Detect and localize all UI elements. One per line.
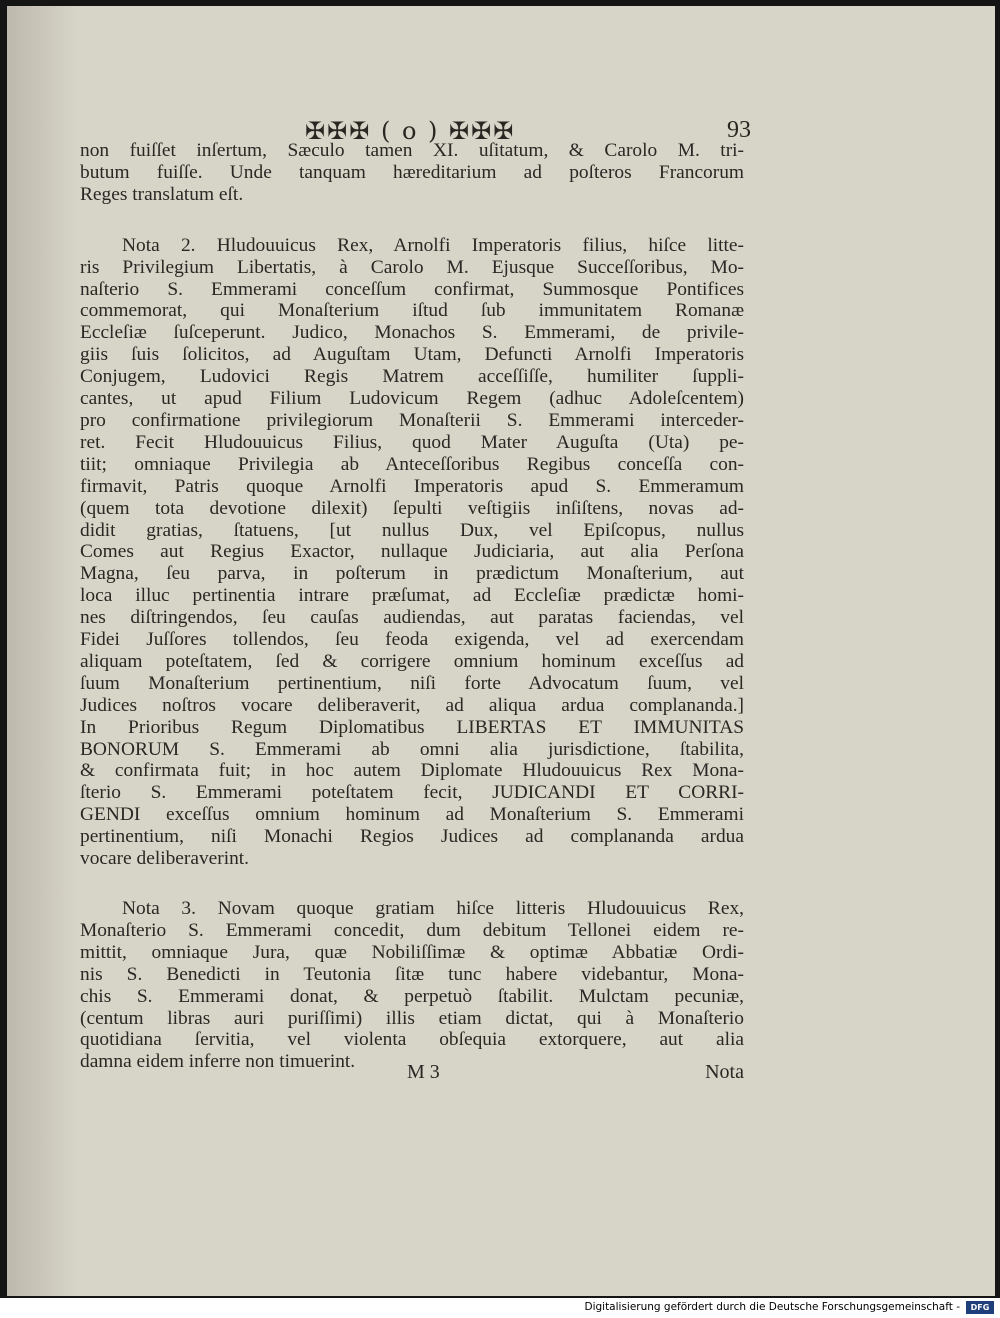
text-line: Monaſterio S. Emmerami concedit, dum debitum Tellonei eidem re-: [80, 919, 744, 941]
page-gutter-shade: [7, 6, 77, 1296]
text-line: commemorat, qui Monaſterium iſtud ſub immunitatem Romanæ: [80, 300, 744, 322]
text-line: Fidei Juſſores tollendos, ſeu feoda exigenda, vel ad exercendam: [80, 629, 744, 651]
text-line: (quem tota devotione dilexit) ſepulti veſtigiis inſiſtens, novas ad-: [80, 497, 744, 519]
text-line: vocare deliberaverint.: [80, 848, 250, 870]
paragraph-2: [80, 235, 744, 870]
text-line: giis ſuis ſolicitos, ad Auguſtam Utam, Defuncti Arnolfi Imperatoris: [80, 344, 744, 366]
text-line: cantes, ut apud Filium Ludovicum Regem (adhuc Adoleſcentem): [80, 388, 744, 410]
text-line: (centum libras auri puriſſimi) illis etiam dictat, qui à Monaſterio: [80, 1007, 744, 1029]
text-line: loca illuc pertinentia intrare præſumat, ad Eccleſiæ prædictæ homi-: [80, 585, 744, 607]
text-line: Reges translatum eſt.: [80, 183, 244, 205]
dfg-logo-icon: DFG: [966, 1301, 994, 1314]
credit-text: Digitalisierung gefördert durch die Deutsche Forschungsgemeinschaft -: [584, 1301, 960, 1313]
text-line: quotidiana ſervitia, vel violenta obſequia extorquere, aut alia: [80, 1029, 744, 1051]
text-line: In Prioribus Regum Diplomatibus LIBERTAS ET IMMUNITAS: [80, 716, 744, 738]
text-line: naſterio S. Emmerami conceſſum confirmat, Summosque Pontifices: [80, 278, 744, 300]
text-line: ret. Fecit Hludouuicus Filius, quod Mater Auguſta (Uta) pe-: [80, 431, 744, 453]
paragraph-1: [80, 140, 744, 206]
text-line: damna eidem inferre non timuerint.: [80, 1051, 356, 1073]
text-line: mittit, omniaque Jura, quæ Nobiliſſimæ & optimæ Abbatiæ Ordi-: [80, 941, 744, 963]
text-line: firmavit, Patris quoque Arnolfi Imperatoris apud S. Emmeramum: [80, 475, 744, 497]
text-line: GENDI exceſſus omnium hominum ad Monaſterium S. Emmerami: [80, 804, 744, 826]
credit-bar: [0, 1298, 1000, 1318]
paragraph-3: [80, 898, 744, 1073]
text-line: Judices noſtros vocare deliberaverit, ad aliqua ardua complananda.]: [80, 694, 744, 716]
text-line: pro confirmatione privilegiorum Monaſterii S. Emmerami interceder-: [80, 409, 744, 431]
page-number: 93: [727, 117, 751, 143]
text-block: [80, 140, 744, 1073]
text-line: Conjugem, Ludovici Regis Matrem acceſſiſſe, humiliter ſuppli-: [80, 366, 744, 388]
text-line: pertinentium, niſi Monachi Regios Judices ad complananda ardua: [80, 826, 744, 848]
text-line: Nota 2. Hludouuicus Rex, Arnolfi Imperatoris filius, hiſce litte-: [122, 234, 744, 256]
text-line: didit gratias, ſtatuens, [ut nullus Dux, vel Epiſcopus, nullus: [80, 519, 744, 541]
text-line: non fuiſſet inſertum, Sæculo tamen XI. uſitatum, & Carolo M. tri-: [80, 140, 744, 161]
text-line: aliquam poteſtatem, ſed & corrigere omnium hominum exceſſus ad: [80, 650, 744, 672]
text-line: BONORUM S. Emmerami ab omni alia jurisdictione, ſtabilita,: [80, 738, 744, 760]
text-line: butum fuiſſe. Unde tanquam hæreditarium ad poſteros Francorum: [80, 161, 744, 183]
text-line: & confirmata fuit; in hoc autem Diplomate Hludouuicus Rex Mona-: [80, 760, 744, 782]
text-line: nes diſtringendos, ſeu cauſas audiendas, aut paratas faciendas, vel: [80, 607, 744, 629]
catchword: Nota: [705, 1061, 744, 1083]
text-line: Comes aut Regius Exactor, nullaque Judiciaria, aut alia Perſona: [80, 541, 744, 563]
text-line: chis S. Emmerami donat, & perpetuò ſtabilit. Mulctam pecuniæ,: [80, 985, 744, 1007]
text-line: Magna, ſeu parva, in poſterum in prædictum Monaſterium, aut: [80, 563, 744, 585]
text-line: Nota 3. Novam quoque gratiam hiſce litteris Hludouuicus Rex,: [122, 898, 744, 919]
text-line: nis S. Benedicti in Teutonia ſitæ tunc habere videbantur, Mona-: [80, 963, 744, 985]
text-line: Eccleſiæ ſuſceperunt. Judico, Monachos S. Emmerami, de privile-: [80, 322, 744, 344]
text-line: ſuum Monaſterium pertinentium, niſi forte Advocatum ſuum, vel: [80, 672, 744, 694]
ornament-header: ✠✠✠ ( o ) ✠✠✠: [305, 117, 516, 145]
text-line: ris Privilegium Libertatis, à Carolo M. Ejusque Succeſſoribus, Mo-: [80, 256, 744, 278]
page-footer: [80, 1061, 744, 1091]
text-line: tiit; omniaque Privilegia ab Anteceſſoribus Regibus conceſſa con-: [80, 453, 744, 475]
signature-mark: M 3: [407, 1061, 440, 1083]
text-line: ſterio S. Emmerami poteſtatem fecit, JUDICANDI ET CORRI-: [80, 782, 744, 804]
